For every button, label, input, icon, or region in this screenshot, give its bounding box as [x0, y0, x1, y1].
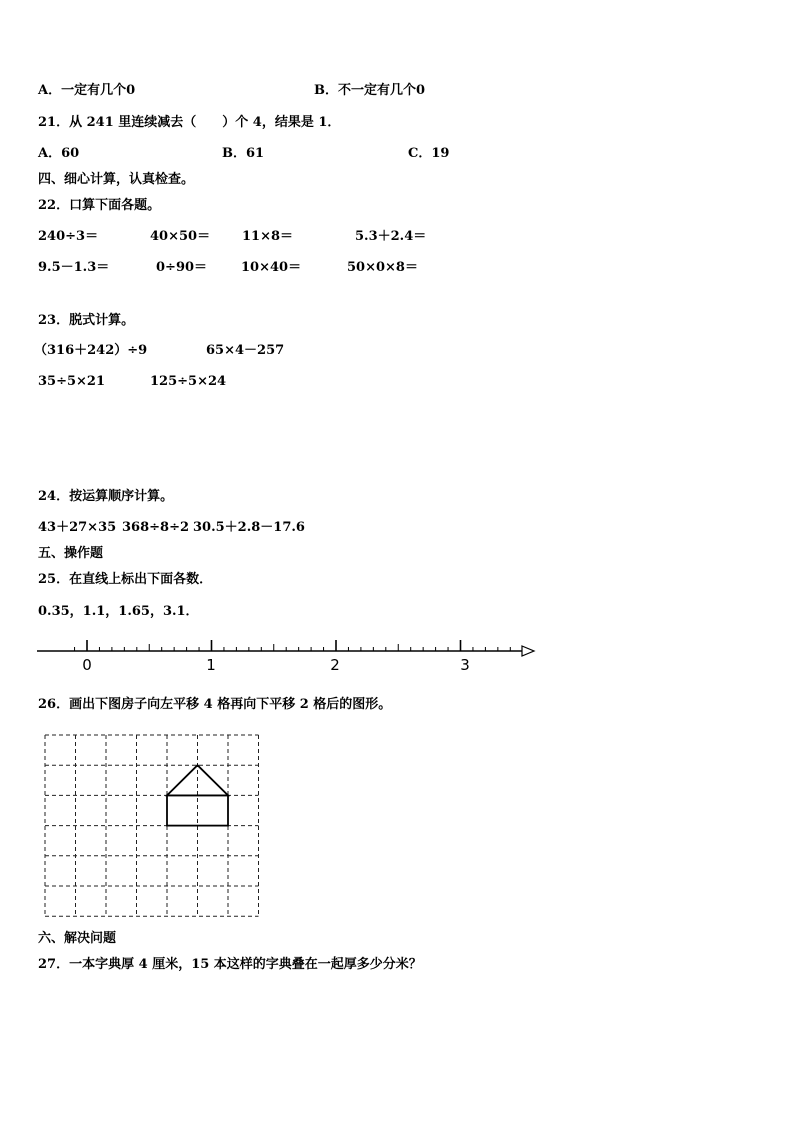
q22-item: 50×0×8＝ — [347, 260, 418, 275]
q23-stem: 23．脱式计算。 — [38, 313, 135, 328]
q21-option-a: A．60 — [38, 146, 80, 161]
q21-stem: 21．从 241 里连续减去（ ）个 4，结果是 1． — [38, 115, 341, 130]
number-line-label-3: 3 — [460, 656, 470, 674]
q23-item: 35÷5×21 — [38, 374, 106, 389]
q23-item: 125÷5×24 — [150, 374, 227, 389]
q22-item: 40×50＝ — [150, 229, 211, 244]
q25-numbers: 0.35，1.1，1.65，3.1． — [38, 604, 199, 619]
q22-item: 10×40＝ — [241, 260, 302, 275]
grid-figure[interactable] — [44, 734, 260, 920]
house-shape — [167, 765, 228, 825]
number-line-label-2: 2 — [330, 656, 340, 674]
q23-item: 65×4－257 — [206, 343, 285, 358]
number-line[interactable] — [30, 632, 550, 672]
q23-item: （316＋242）÷9 — [34, 343, 148, 358]
section-6-title: 六、解决问题 — [38, 931, 117, 946]
number-line-label-0: 0 — [82, 656, 92, 674]
q21-option-b: B．61 — [222, 146, 265, 161]
q24-item: 30.5＋2.8－17.6 — [193, 520, 305, 535]
q20-option-b: B．不一定有几个0 — [314, 83, 426, 98]
number-line-ticks — [75, 640, 511, 651]
section-4-title: 四、细心计算，认真检查。 — [38, 172, 195, 187]
q27-stem: 27．一本字典厚 4 厘米，15 本这样的字典叠在一起厚多少分米？ — [38, 957, 422, 972]
q24-stem: 24．按运算顺序计算。 — [38, 489, 174, 504]
q22-item: 240÷3＝ — [38, 229, 99, 244]
q22-item: 11×8＝ — [242, 229, 294, 244]
q22-item: 5.3＋2.4＝ — [355, 229, 427, 244]
number-line-arrow — [522, 646, 534, 656]
q22-item: 9.5－1.3＝ — [38, 260, 110, 275]
q22-stem: 22．口算下面各题。 — [38, 198, 161, 213]
q26-stem: 26．画出下图房子向左平移 4 格再向下平移 2 格后的图形。 — [38, 697, 392, 712]
q21-option-c: C．19 — [408, 146, 450, 161]
q24-item: 43＋27×35 — [38, 520, 117, 535]
q20-option-a: A．一定有几个0 — [38, 83, 136, 98]
section-5-title: 五、操作题 — [38, 546, 104, 561]
q25-stem: 25．在直线上标出下面各数． — [38, 572, 213, 587]
q24-item: 368÷8÷2 — [122, 520, 190, 535]
number-line-label-1: 1 — [206, 656, 216, 674]
q22-item: 0÷90＝ — [156, 260, 208, 275]
